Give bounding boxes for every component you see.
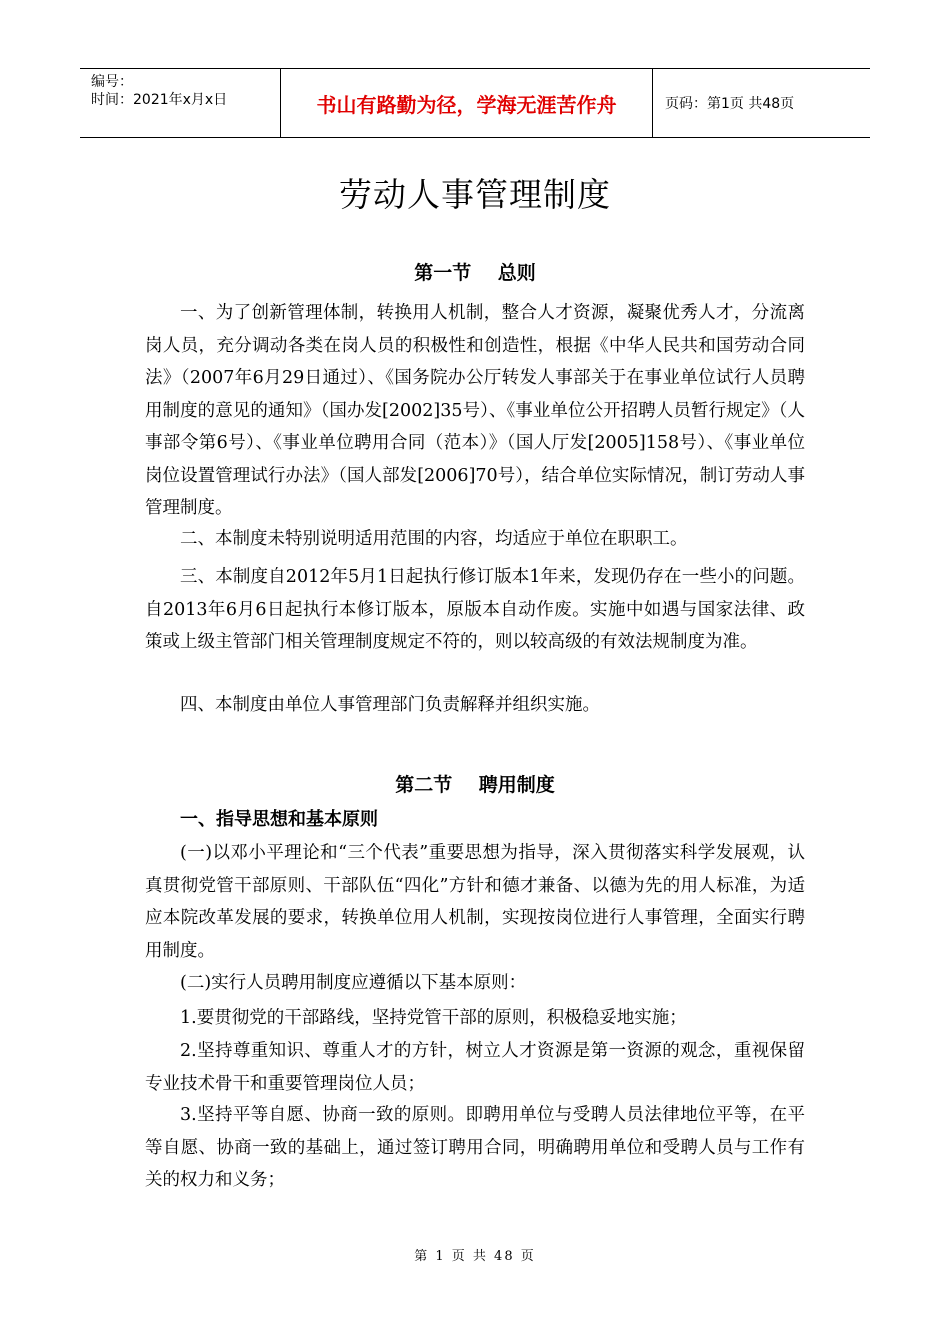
document-header bbox=[80, 68, 870, 138]
section-2-heading: 第二节 聘用制度 bbox=[395, 774, 555, 796]
header-meta-cell bbox=[80, 69, 281, 137]
document-title: 劳动人事管理制度 bbox=[339, 175, 611, 214]
section-2-paragraph-2: (二)实行人员聘用制度应遵循以下基本原则： bbox=[180, 973, 527, 993]
section-2-paragraph-5: 3.坚持平等自愿、协商一致的原则。即聘用单位与受聘人员法律地位平等，在平等自愿、协商一致的基础上，通过签订聘用合同，明确聘用单位和受聘人员与工作有关的权力和义务； bbox=[145, 1105, 805, 1190]
page-footer: 第 1 页 共 48 页 bbox=[414, 1249, 536, 1264]
section-1-paragraph-3: 三、本制度自2012年5月1日起执行修订版本1年来，发现仍存在一些小的问题。自2013年6月6日起执行本修订版本，原版本自动作废。实施中如遇与国家法律、政策或上级主管部门相关管理制度规定不符的，则以较高级的有效法规制度为准。 bbox=[145, 567, 805, 652]
document-number-label: 编号： bbox=[91, 74, 133, 90]
section-2-paragraph-1: (一)以邓小平理论和“三个代表”重要思想为指导，深入贯彻落实科学发展观，认真贯彻党管干部原则、干部队伍“四化”方针和德才兼备、以德为先的用人标准，为适应本院改革发展的要求，转换单位用人机制，实现按岗位进行人事管理，全面实行聘用制度。 bbox=[145, 843, 805, 961]
header-motto: 书山有路勤为径，学海无涯苦作舟 bbox=[281, 69, 653, 137]
section-2-subheading: 一、指导思想和基本原则 bbox=[180, 809, 378, 830]
section-1-paragraph-2: 二、本制度未特别说明适用范围的内容，均适应于单位在职职工。 bbox=[180, 529, 688, 549]
document-date: 时间：2021年x月x日 bbox=[91, 92, 228, 108]
section-2-paragraph-4: 2.坚持尊重知识、尊重人才的方针，树立人才资源是第一资源的观念，重视保留专业技术骨干和重要管理岗位人员； bbox=[145, 1041, 805, 1094]
section-1-heading: 第一节 总则 bbox=[414, 262, 536, 284]
section-2-paragraph-3: 1.要贯彻党的干部路线，坚持党管干部的原则，积极稳妥地实施； bbox=[180, 1008, 687, 1028]
section-1-paragraph-1: 一、为了创新管理体制，转换用人机制，整合人才资源，凝聚优秀人才，分流离岗人员，充分调动各类在岗人员的积极性和创造性，根据《中华人民共和国劳动合同法》（2007年6月29日通过）、《国务院办公厅转发人事部关于在事业单位试行人员聘用制度的意见的通知》（国办发[2002]35号）、《事业单位公开招聘人员暂行规定》（人事部令第6号）、《事业单位聘用合同（范本）》（国人厅发[2005]158号）、《事业单位岗位设置管理试行办法》（国人部发[2006]70号），结合单位实际情况，制订劳动人事管理制度。 bbox=[145, 303, 805, 518]
header-page-info: 页码：第1页 共48页 bbox=[665, 96, 795, 112]
section-1-paragraph-4: 四、本制度由单位人事管理部门负责解释并组织实施。 bbox=[180, 695, 600, 715]
